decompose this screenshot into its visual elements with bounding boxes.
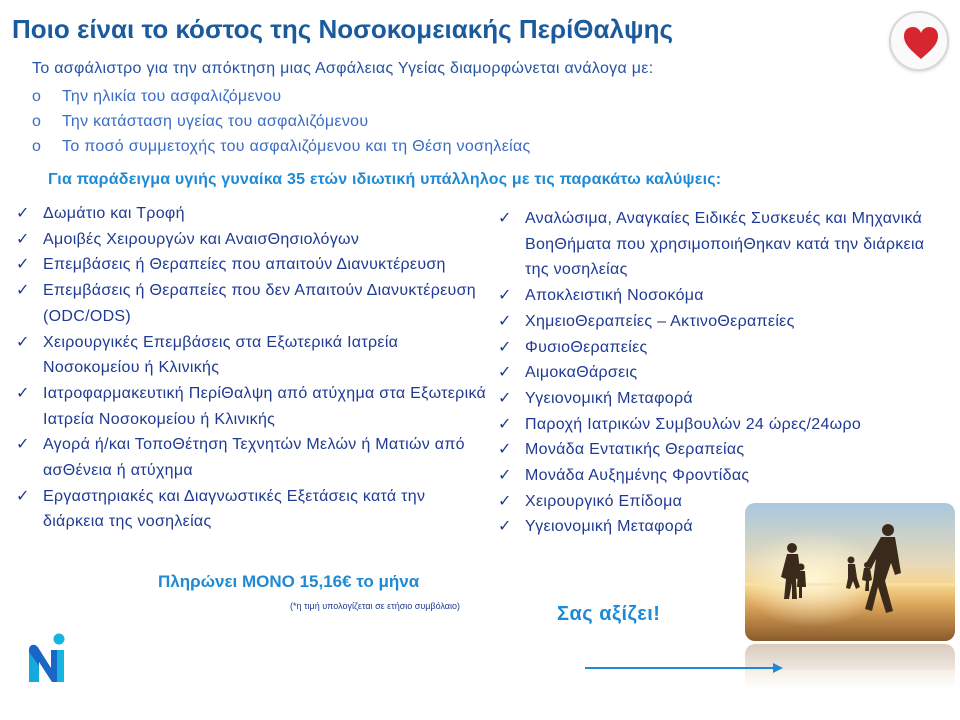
check-icon: ✓ bbox=[16, 230, 30, 248]
check-icon: ✓ bbox=[498, 389, 512, 407]
coverage-item bbox=[498, 335, 938, 361]
check-icon: ✓ bbox=[498, 467, 512, 485]
coverage-item bbox=[16, 330, 491, 381]
check-icon: ✓ bbox=[498, 312, 512, 330]
check-icon: ✓ bbox=[16, 282, 30, 300]
coverage-label: Αποκλειστική Νοσοκόμα bbox=[525, 287, 704, 305]
example-heading: Για παράδειγμα υγιής γυναίκα 35 ετών ιδιωτική υπάλληλος με τις παρακάτω καλύψεις: bbox=[48, 171, 722, 188]
factor-item bbox=[32, 134, 531, 159]
check-icon: ✓ bbox=[498, 441, 512, 459]
coverage-item bbox=[498, 309, 938, 335]
coverage-label: Παροχή Ιατρικών Συμβουλών 24 ώρες/24ωρο bbox=[525, 415, 862, 433]
coverage-item bbox=[498, 283, 938, 309]
check-icon: ✓ bbox=[16, 384, 30, 402]
heart-icon bbox=[902, 25, 940, 61]
check-icon: ✓ bbox=[16, 333, 30, 351]
coverage-label: Εργαστηριακές και Διαγνωστικές Εξετάσεις κατά την διάρκεια της νοσηλείας bbox=[43, 487, 426, 531]
coverage-label: Υγειονομική Μεταφορά bbox=[525, 389, 693, 407]
brand-logo bbox=[26, 632, 68, 686]
coverage-item bbox=[16, 278, 491, 329]
page-title: Ποιο είναι το κόστος της Νοσοκομειακής ΠερίΘαλψης bbox=[12, 14, 673, 44]
coverage-label: Μονάδα Αυξημένης Φροντίδας bbox=[525, 467, 750, 485]
intro-text: Το ασφάλιστρο για την απόκτηση μιας Ασφάλειας Υγείας διαμορφώνεται ανάλογα με: bbox=[32, 60, 654, 77]
factor-label: Την κατάσταση υγείας του ασφαλιζόμενου bbox=[62, 113, 369, 130]
coverage-item bbox=[498, 463, 938, 489]
heart-logo bbox=[889, 11, 949, 71]
coverage-label: Αγορά ή/και ΤοποΘέτηση Τεχνητών Μελών ή Ματιών από ασΘένεια ή ατύχημα bbox=[43, 436, 465, 480]
coverage-item bbox=[498, 412, 938, 438]
arrow-line bbox=[585, 660, 785, 676]
coverage-item bbox=[498, 437, 938, 463]
check-icon: ✓ bbox=[498, 287, 512, 305]
coverage-item bbox=[16, 227, 491, 253]
coverage-label: Δωμάτιο και Τροφή bbox=[43, 205, 185, 222]
price-label: Πληρώνει ΜΟΝΟ 15,16€ το μήνα bbox=[158, 572, 420, 591]
coverage-label: ΑιμοκαΘάρσεις bbox=[525, 364, 638, 382]
bullet-icon: o bbox=[32, 138, 42, 155]
check-icon: ✓ bbox=[16, 487, 30, 505]
worth-it-label: Σας αξίζει! bbox=[557, 603, 661, 625]
price-note: (*η τιμή υπολογίζεται σε ετήσιο συμβόλαιο) bbox=[290, 601, 461, 611]
check-icon: ✓ bbox=[16, 205, 30, 222]
check-icon: ✓ bbox=[498, 415, 512, 433]
coverage-label: Υγειονομική Μεταφορά bbox=[525, 518, 693, 536]
coverage-item bbox=[16, 381, 491, 432]
coverage-item bbox=[498, 206, 938, 283]
coverage-label: ΧημειοΘεραπείες – ΑκτινοΘεραπείες bbox=[525, 312, 795, 330]
coverage-item bbox=[16, 432, 491, 483]
bullet-icon: o bbox=[32, 113, 42, 130]
coverage-label: Επεμβάσεις ή Θεραπείες που δεν Απαιτούν Διανυκτέρευση (ODC/ODS) bbox=[43, 282, 476, 325]
coverage-label: Επεμβάσεις ή Θεραπείες που απαιτούν Διανυκτέρευση bbox=[43, 256, 446, 274]
coverage-label: ΦυσιοΘεραπείες bbox=[525, 338, 648, 356]
factor-list bbox=[32, 84, 531, 159]
coverage-item bbox=[498, 386, 938, 412]
coverage-label: Χειρουργικό Επίδομα bbox=[525, 492, 683, 510]
check-icon: ✓ bbox=[498, 518, 512, 536]
coverage-item bbox=[498, 360, 938, 386]
check-icon: ✓ bbox=[498, 364, 512, 382]
coverage-list-right bbox=[498, 206, 938, 540]
bullet-icon: o bbox=[32, 88, 42, 105]
check-icon: ✓ bbox=[498, 338, 512, 356]
coverage-label: Ιατροφαρμακευτική ΠερίΘαλψη από ατύχημα στα Εξωτερικά Ιατρεία Νοσοκομείου ή Κλινικής bbox=[43, 384, 487, 428]
factor-label: Την ηλικία του ασφαλιζόμενου bbox=[62, 88, 282, 105]
coverage-label: Χειρουργικές Επεμβάσεις στα Εξωτερικά Ιατρεία Νοσοκομείου ή Κλινικής bbox=[43, 333, 399, 377]
coverage-label: Αμοιβές Χειρουργών και ΑναισΘησιολόγων bbox=[43, 230, 360, 248]
factor-label: Το ποσό συμμετοχής του ασφαλιζόμενου και τη Θέση νοσηλείας bbox=[62, 138, 531, 155]
factor-item bbox=[32, 84, 531, 109]
coverage-item bbox=[16, 484, 491, 535]
factor-item bbox=[32, 109, 531, 134]
coverage-item bbox=[16, 201, 491, 227]
coverage-item bbox=[16, 252, 491, 278]
check-icon: ✓ bbox=[16, 256, 30, 274]
check-icon: ✓ bbox=[16, 436, 30, 454]
check-icon: ✓ bbox=[498, 492, 512, 510]
coverage-label: Αναλώσιμα, Αναγκαίες Ειδικές Συσκευές και Μηχανικά ΒοηΘήματα που χρησιμοποιήΘηκαν κατά την διάρκεια της νοσηλείας bbox=[525, 210, 925, 279]
coverage-label: Μονάδα Εντατικής Θεραπείας bbox=[525, 441, 745, 459]
coverage-list-left bbox=[16, 201, 491, 535]
beach-photo bbox=[745, 503, 955, 641]
check-icon: ✓ bbox=[498, 210, 512, 227]
